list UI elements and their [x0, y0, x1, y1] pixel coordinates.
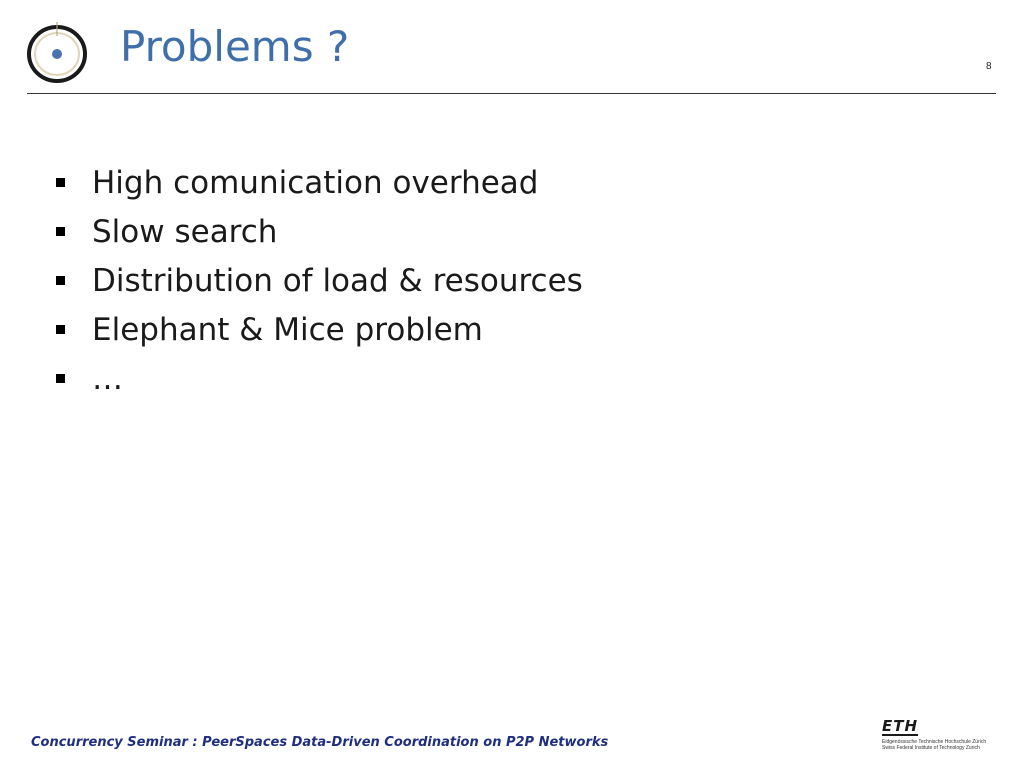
header-divider: [27, 93, 996, 94]
slide-title: Problems ?: [120, 22, 350, 71]
square-bullet-icon: [56, 178, 65, 187]
eth-subtitle-english: Swiss Federal Institute of Technology Zurich: [882, 745, 980, 751]
bullet-item: [53, 305, 583, 354]
bullet-item: [53, 158, 583, 207]
eth-subtitle-german: Eidgenössische Technische Hochschule Zürich: [882, 739, 987, 745]
square-bullet-icon: [56, 276, 65, 285]
bullet-text: High comunication overhead: [92, 164, 539, 201]
page-number: 8: [986, 61, 992, 72]
eth-logo: [880, 719, 1000, 753]
logo-icon: [25, 20, 89, 84]
square-bullet-icon: [56, 374, 65, 383]
bullet-item: [53, 354, 583, 403]
square-bullet-icon: [56, 227, 65, 236]
bullet-list: [53, 158, 583, 403]
eth-wordmark: ETH: [882, 717, 919, 735]
bullet-text: Slow search: [92, 213, 278, 250]
footer-caption: Concurrency Seminar : PeerSpaces Data-Driven Coordination on P2P Networks: [31, 735, 609, 750]
bullet-text: Elephant & Mice problem: [92, 311, 483, 348]
square-bullet-icon: [56, 325, 65, 334]
bullet-item: [53, 256, 583, 305]
bullet-item: [53, 207, 583, 256]
bullet-text: Distribution of load & resources: [92, 262, 583, 299]
bullet-text: …: [92, 360, 123, 397]
